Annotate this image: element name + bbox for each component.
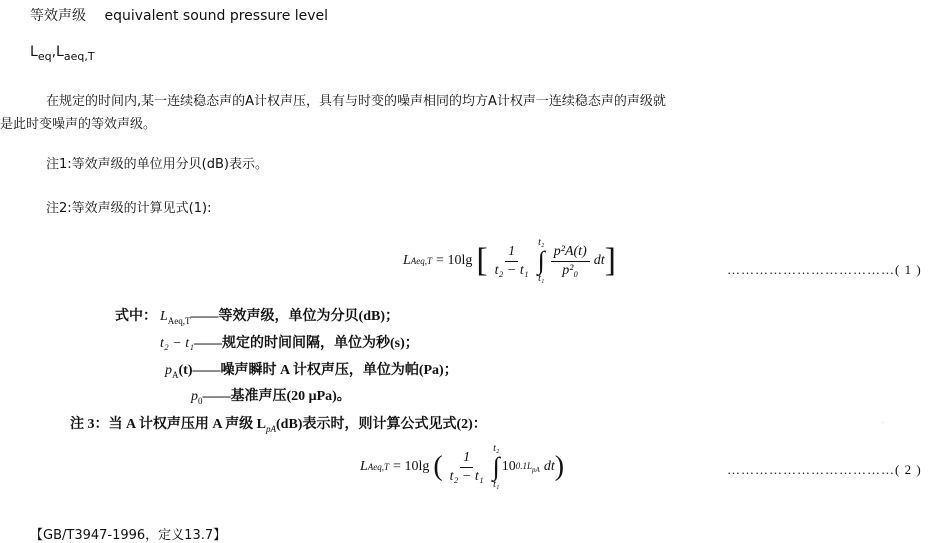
where-item-4-sym: p	[191, 389, 198, 404]
formula-2-int-upper: t₂	[493, 443, 500, 454]
where-item-2-dash: ——	[193, 336, 222, 351]
definition-line-1: 在规定的时间内,某一连续稳态声的A计权声压，具有与时变的噪声相同的均方A计权声一连续稳态声的声级就	[46, 94, 666, 109]
formula-2-lhs: L	[360, 459, 368, 474]
term-title-zh: 等效声级	[30, 8, 86, 24]
where-item-4	[191, 385, 351, 406]
symbol-laeq-main: L	[56, 44, 64, 60]
formula-2-int-lower: t₁	[493, 479, 500, 490]
formula-2-integral	[493, 444, 500, 490]
where-item-2	[160, 332, 419, 352]
formula-1-right-bracket: ]	[604, 242, 616, 279]
term-title	[30, 5, 328, 25]
symbol-separator: ,	[51, 44, 57, 60]
integral-sign-icon: ∫	[537, 246, 545, 275]
formula-1-number-line	[727, 262, 922, 278]
stray-mark: ·	[882, 420, 884, 427]
formula-1-fraction	[492, 243, 532, 280]
integral-sign-icon: ∫	[492, 452, 500, 481]
formula-1-leader: ………………………………	[727, 262, 895, 277]
formula-2-left-paren: (	[433, 451, 443, 482]
formula-1-lhs: L	[403, 253, 411, 268]
formula-2-number-line	[727, 462, 922, 478]
definition-line-2: 是此时变噪声的等效声级。	[0, 117, 157, 132]
term-title-en: equivalent sound pressure level	[104, 8, 329, 24]
note-3-text: 注 3：当 A 计权声压用 A 声级 L	[70, 417, 267, 432]
where-item-3-sym: p	[165, 363, 172, 378]
note-3-tail: (dB)表示时，则计算公式见式(2)：	[276, 417, 487, 432]
formula-2-lhs-sub: Aeq,T	[367, 462, 390, 472]
formula-1-integrand-den: p²₀	[562, 262, 579, 278]
formula-1-integrand-num: p²A(t)	[551, 243, 590, 262]
note-3-sub: pA	[266, 423, 277, 434]
formula-1-integrand	[551, 243, 590, 280]
where-item-2-desc: 规定的时间间隔，单位为秒(s)；	[221, 336, 419, 351]
symbol-leq-sub: eq	[37, 49, 52, 63]
where-label: 式中：	[115, 309, 157, 324]
formula-2-frac-num: 1	[460, 449, 473, 468]
where-item-1-sym: L	[160, 309, 168, 324]
formula-2-equals: = 10lg	[393, 459, 430, 474]
formula-2-integrand: 10	[501, 459, 516, 474]
formula-1-integral	[538, 238, 545, 284]
symbol-leq-main: L	[30, 44, 38, 60]
source-reference: 【GB/T3947-1996，定义13.7】	[30, 528, 227, 543]
formula-1-frac-den: t₂ − t₁	[494, 262, 529, 278]
formula-2-right-paren: )	[554, 451, 565, 482]
formula-2	[360, 444, 564, 490]
where-item-3-desc: 噪声瞬时 A 计权声压，单位为帕(Pa)；	[220, 363, 458, 378]
formula-1-number: ( 1 )	[895, 262, 922, 277]
where-item-3-sub: A	[172, 369, 179, 380]
formula-1-lhs-sub: Aeq,T	[410, 256, 433, 266]
formula-1-frac-num: 1	[505, 243, 518, 262]
where-item-1-desc: 等效声级，单位为分贝(dB)；	[218, 309, 399, 324]
formula-1-dt: dt	[593, 253, 605, 268]
formula-2-exponent-sub: pA	[532, 465, 540, 474]
where-item-3	[165, 359, 458, 380]
note-2: 注2:等效声级的计算见式(1):	[46, 201, 212, 216]
where-item-4-desc: 基准声压(20 μPa)。	[230, 389, 351, 404]
where-item-4-dash: ——	[202, 389, 231, 404]
where-item-4-sub: 0	[198, 395, 203, 406]
note-3	[70, 413, 487, 434]
formula-1-equals: = 10lg	[436, 253, 473, 268]
formula-2-dt: dt	[543, 459, 555, 474]
where-item-2-sym: t₂ − t₁	[160, 336, 194, 351]
formula-2-fraction	[447, 449, 487, 486]
note-1: 注1:等效声级的单位用分贝(dB)表示。	[46, 157, 268, 172]
formula-2-leader: ………………………………	[727, 462, 895, 477]
where-item-1-sub: Aeq,T	[167, 315, 191, 326]
where-item-1-dash: ——	[190, 309, 219, 324]
formula-2-number: ( 2 )	[895, 462, 922, 477]
term-symbols	[30, 44, 95, 63]
formula-2-exponent: 0.1L	[515, 460, 533, 471]
formula-1	[403, 238, 616, 284]
where-item-3-dash: (t)——	[178, 363, 221, 378]
formula-1-int-upper: t₂	[538, 237, 545, 248]
where-item-1	[160, 305, 399, 326]
formula-1-int-lower: t₁	[538, 273, 545, 284]
symbol-laeq-sub: aeq,T	[63, 49, 95, 63]
formula-1-left-bracket: [	[476, 242, 488, 279]
formula-2-frac-den: t₂ − t₁	[449, 468, 484, 484]
